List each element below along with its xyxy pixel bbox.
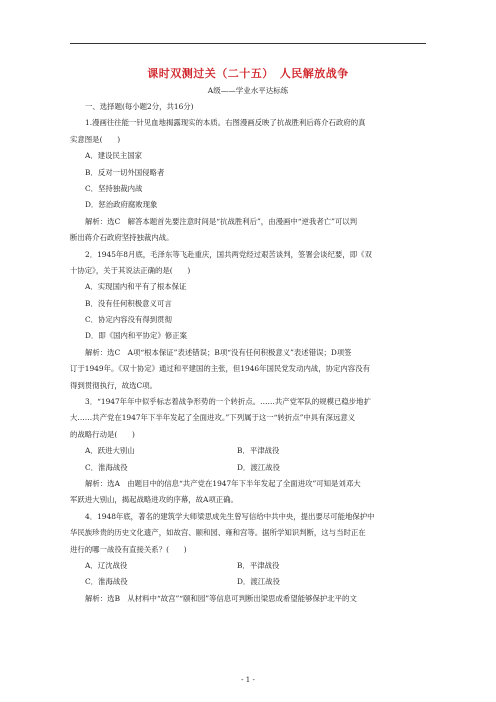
q3-options-row bbox=[70, 460, 427, 476]
q2-stem-line: 十协定》，关于其说法正确的是( ) bbox=[70, 265, 191, 275]
q3-stem-line: 的战略行动是( ) bbox=[70, 429, 135, 439]
q2-analysis-line: 订于1949年。《双十协定》通过和平建国的主张，但1946年国民党发动内战，协定内容没有 bbox=[70, 364, 370, 374]
q1-option-d: D．惩治政府腐败现象 bbox=[85, 200, 158, 210]
q1-analysis-line: 断出蒋介石政府坚持独裁内战。 bbox=[70, 233, 174, 243]
q2-option-c: C．协定内容没有得到贯彻 bbox=[85, 315, 172, 325]
q1-option-b: B．反对一切外国侵略者 bbox=[85, 167, 165, 177]
q2-option-a: A．实现国内和平有了根本保证 bbox=[85, 282, 187, 292]
q1-analysis-line: 解析：选C 解答本题首先要注意时间是“抗战胜利后”，由漫画中“逆我者亡”可以判 bbox=[85, 216, 358, 226]
q1-stem-line: 实意图是( ) bbox=[70, 134, 121, 144]
page-number: - 1 - bbox=[241, 676, 255, 684]
q2-option-d: D．即《国内和平协定》修正案 bbox=[85, 331, 188, 341]
q3-option-a: A．跃进大别山 bbox=[85, 446, 135, 456]
q3-analysis-line: 解析：选A 由题目中的信息“共产党在1947年下半年发起了全面进攻”可知是刘邓大 bbox=[85, 478, 361, 488]
q2-stem-line: 2．1945年8月底，毛泽东等飞赴重庆，国共两党经过艰苦谈判，签署会谈纪要，即《双 bbox=[85, 249, 372, 259]
section-heading: 一、选择题(每小题2分，共16分) bbox=[85, 102, 194, 111]
page-title: 课时双测过关（二十五） 人民解放战争 bbox=[147, 67, 349, 80]
q4-stem-line: 进行的哪一战役有直接关系？( ) bbox=[70, 544, 187, 554]
page-subtitle: A级——学业水平达标练 bbox=[207, 86, 289, 95]
q3-option-b: B．平津战役 bbox=[237, 446, 280, 456]
q2-analysis-line: 解析：选C A项“根本保证”表述错误；B项“没有任何积极意义”表述错误；D项签 bbox=[85, 347, 352, 357]
q3-option-c: C．淮海战役 bbox=[85, 462, 128, 472]
q4-stem-line: 华民族珍贵的历史文化遗产，如故宫、颐和园、雍和宫等。据所学知识判断，这与当时正在 bbox=[70, 528, 366, 538]
q4-options-row bbox=[70, 574, 427, 590]
q3-stem-line: 大……共产党在1947年下半年发起了全面进攻。”下列属于这一“转折点”中具有深远意义 bbox=[70, 413, 356, 423]
q4-option-d: D．渡江战役 bbox=[237, 577, 280, 587]
q1-option-a: A．建设民主国家 bbox=[85, 151, 143, 161]
q3-analysis-line: 军跃进大别山，揭起战略进攻的序幕，故A项正确。 bbox=[70, 495, 238, 505]
q4-analysis-line: 解析：选B 从材料中“故宫”“颐和园”等信息可判断出梁思成希望能够保护北平的文 bbox=[85, 593, 357, 603]
q2-option-b: B．没有任何积极意义可言 bbox=[85, 298, 172, 308]
q3-stem-line: 3．“1947年年中似乎标志着战争形势的一个转折点。……共产党军队的规模已稳步地扩 bbox=[85, 397, 371, 407]
q4-stem-line: 4．1948年底，著名的建筑学大师梁思成先生曾写信给中共中央，提出要尽可能地保护中 bbox=[85, 511, 375, 521]
q2-analysis-line: 得到贯彻执行，故选C项。 bbox=[70, 380, 157, 390]
q4-option-a: A．辽沈战役 bbox=[85, 560, 128, 570]
q1-option-c: C．坚持独裁内战 bbox=[85, 183, 143, 193]
q4-options-row bbox=[70, 558, 427, 574]
q4-option-c: C．淮海战役 bbox=[85, 577, 128, 587]
document-body bbox=[70, 99, 427, 607]
q4-option-b: B．平津战役 bbox=[237, 560, 280, 570]
q3-option-d: D．渡江战役 bbox=[237, 462, 280, 472]
header-rule bbox=[70, 43, 426, 44]
q3-options-row bbox=[70, 443, 427, 459]
q1-stem-line: 1.漫画往往能一针见血地揭露现实的本质。右图漫画反映了抗战胜利后蒋介石政府的真 bbox=[85, 118, 366, 128]
